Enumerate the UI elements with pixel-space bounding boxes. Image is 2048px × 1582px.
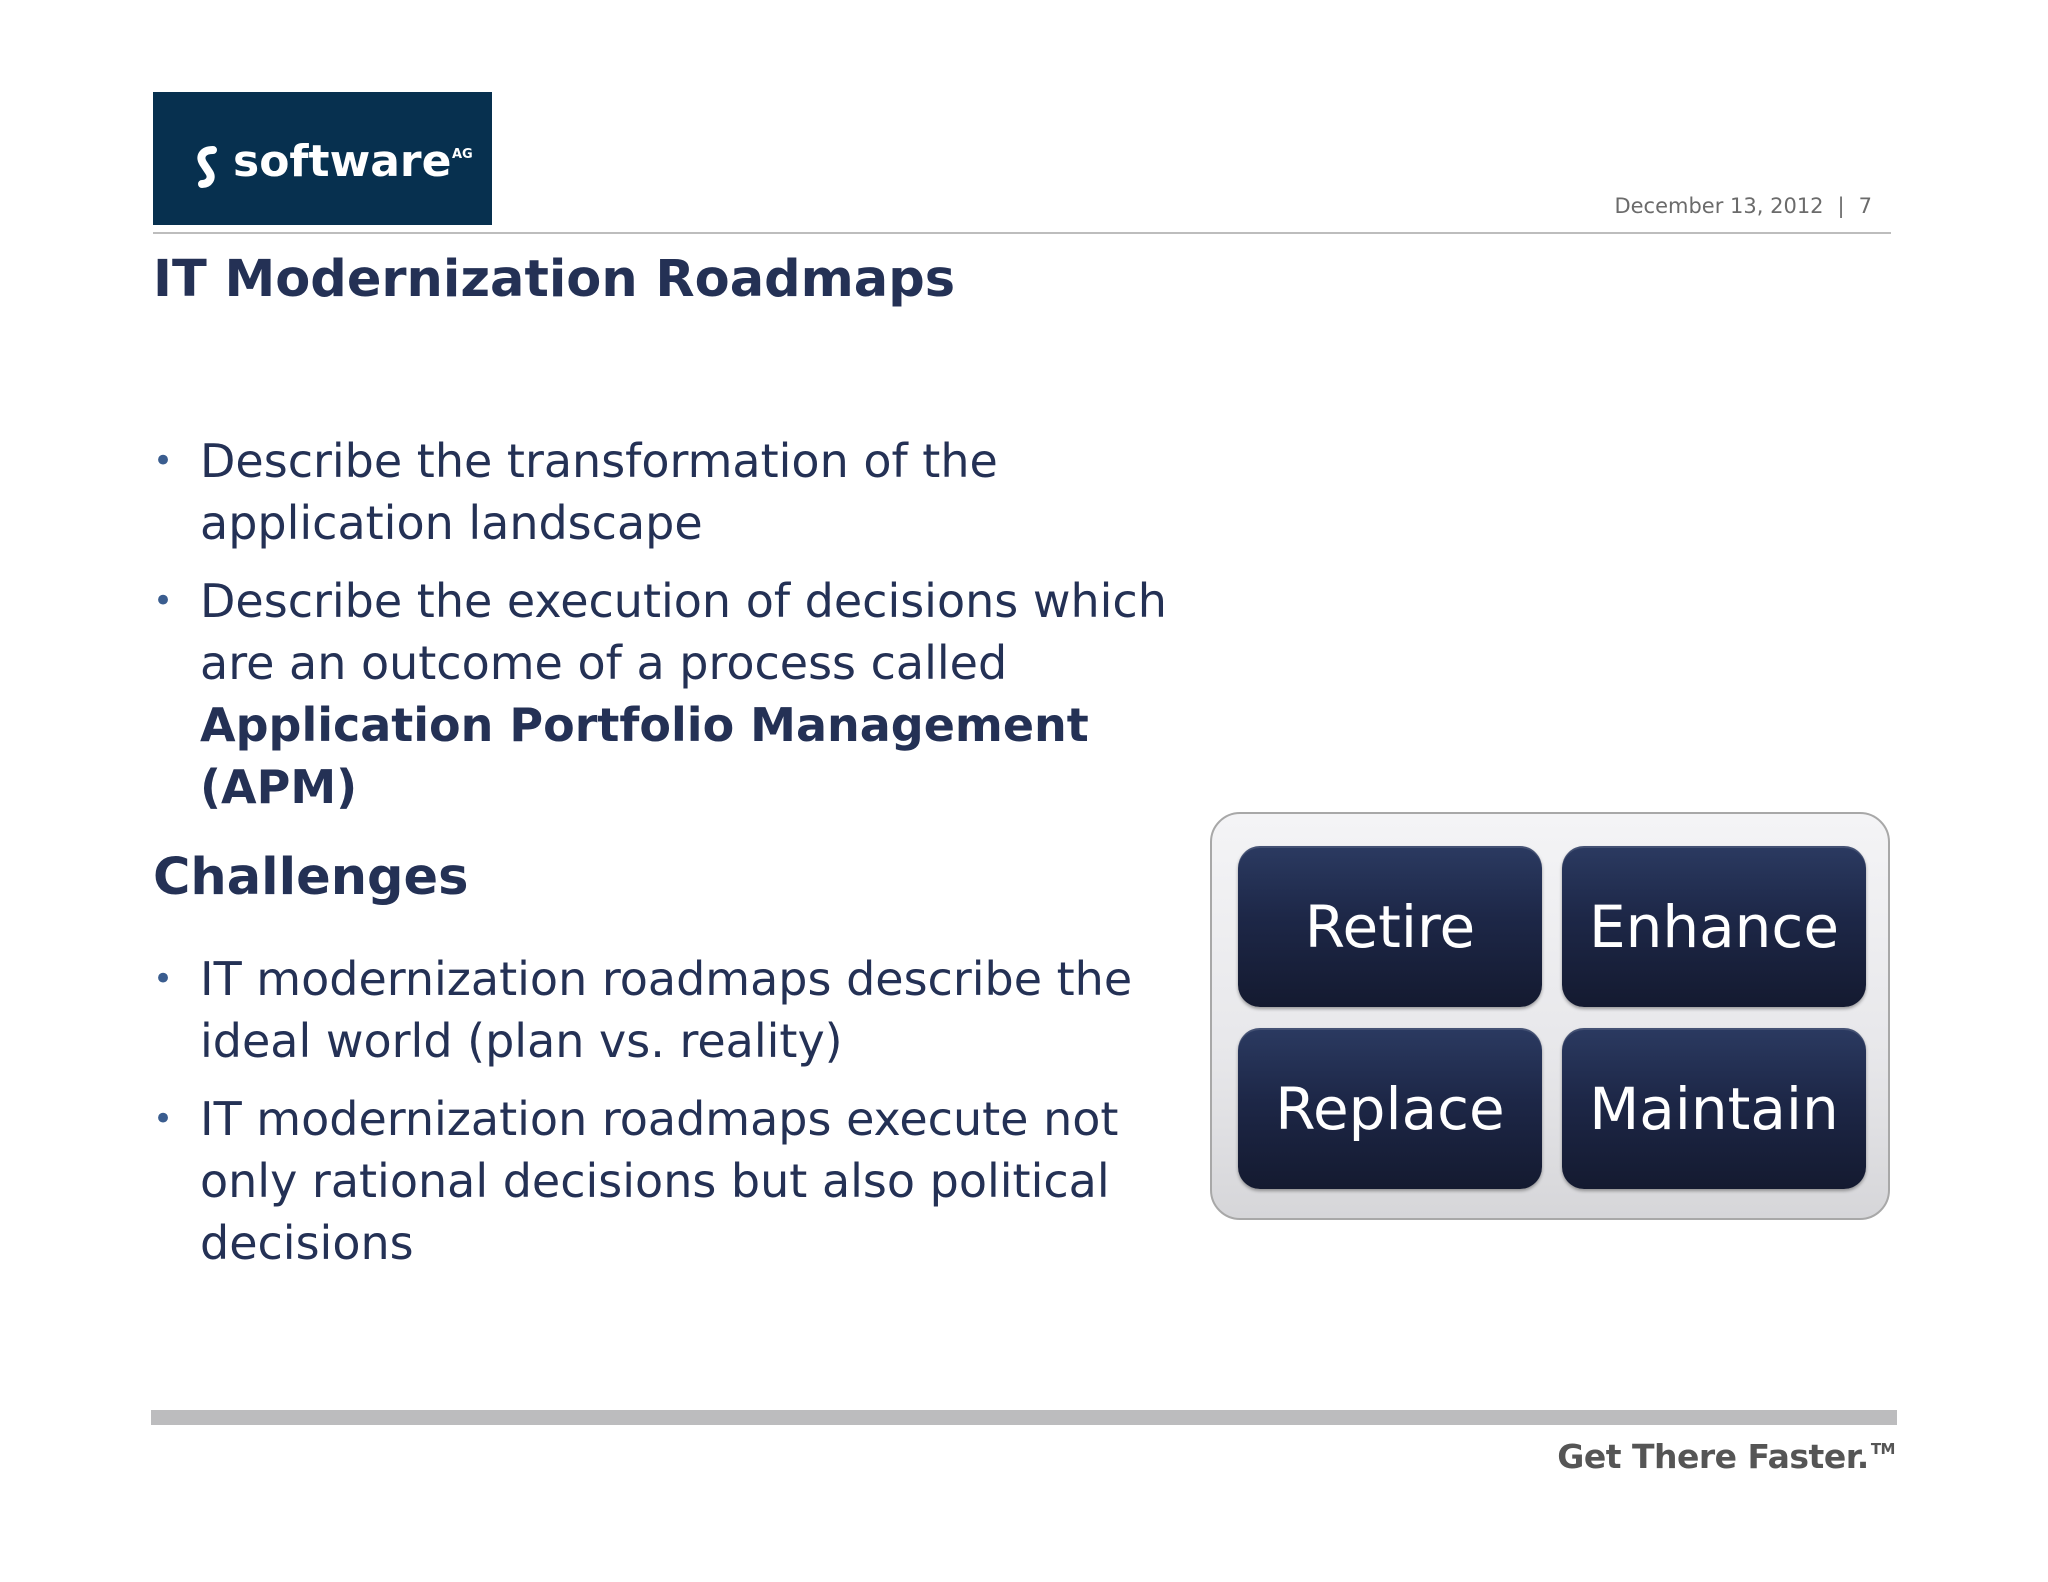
bullet-icon: • bbox=[153, 441, 174, 481]
slide-date: December 13, 2012 bbox=[1614, 194, 1824, 218]
software-ag-logo bbox=[153, 92, 492, 225]
bullet-emphasis: Application Portfolio Management (APM) bbox=[200, 698, 1089, 814]
bullet-icon: • bbox=[153, 959, 174, 999]
list-item bbox=[153, 570, 1213, 818]
logo-mark-icon bbox=[191, 146, 225, 196]
tile-replace: Replace bbox=[1238, 1028, 1542, 1189]
decision-matrix bbox=[1210, 812, 1890, 1220]
trademark-symbol: TM bbox=[1870, 1440, 1895, 1458]
logo-suffix: AG bbox=[452, 147, 473, 162]
footer-divider bbox=[151, 1410, 1897, 1425]
footer-tagline bbox=[1557, 1437, 1895, 1476]
tile-maintain: Maintain bbox=[1562, 1028, 1866, 1189]
list-item bbox=[153, 430, 1213, 554]
bullet-text: IT modernization roadmaps describe the ideal world (plan vs. reality) bbox=[200, 952, 1133, 1068]
tile-retire: Retire bbox=[1238, 846, 1542, 1007]
page-title: IT Modernization Roadmaps bbox=[153, 250, 956, 309]
intro-bullet-list bbox=[153, 430, 1213, 834]
bullet-text: Describe the execution of decisions which are an outcome of a process called bbox=[200, 574, 1167, 690]
header-divider bbox=[153, 232, 1891, 234]
logo-wordmark: software bbox=[233, 136, 452, 187]
bullet-icon: • bbox=[153, 1099, 174, 1139]
list-item bbox=[153, 1088, 1213, 1274]
bullet-text: IT modernization roadmaps execute not only rational decisions but also political decisions bbox=[200, 1092, 1119, 1270]
tile-enhance: Enhance bbox=[1562, 846, 1866, 1007]
bullet-icon: • bbox=[153, 581, 174, 621]
challenges-bullet-list bbox=[153, 948, 1213, 1290]
slide-meta bbox=[1614, 196, 1872, 217]
challenges-heading: Challenges bbox=[153, 848, 469, 907]
bullet-text: Describe the transformation of the application landscape bbox=[200, 434, 998, 550]
page-number: 7 bbox=[1858, 194, 1872, 218]
tagline-text: Get There Faster. bbox=[1557, 1437, 1869, 1476]
list-item bbox=[153, 948, 1213, 1072]
meta-separator: | bbox=[1837, 194, 1845, 218]
